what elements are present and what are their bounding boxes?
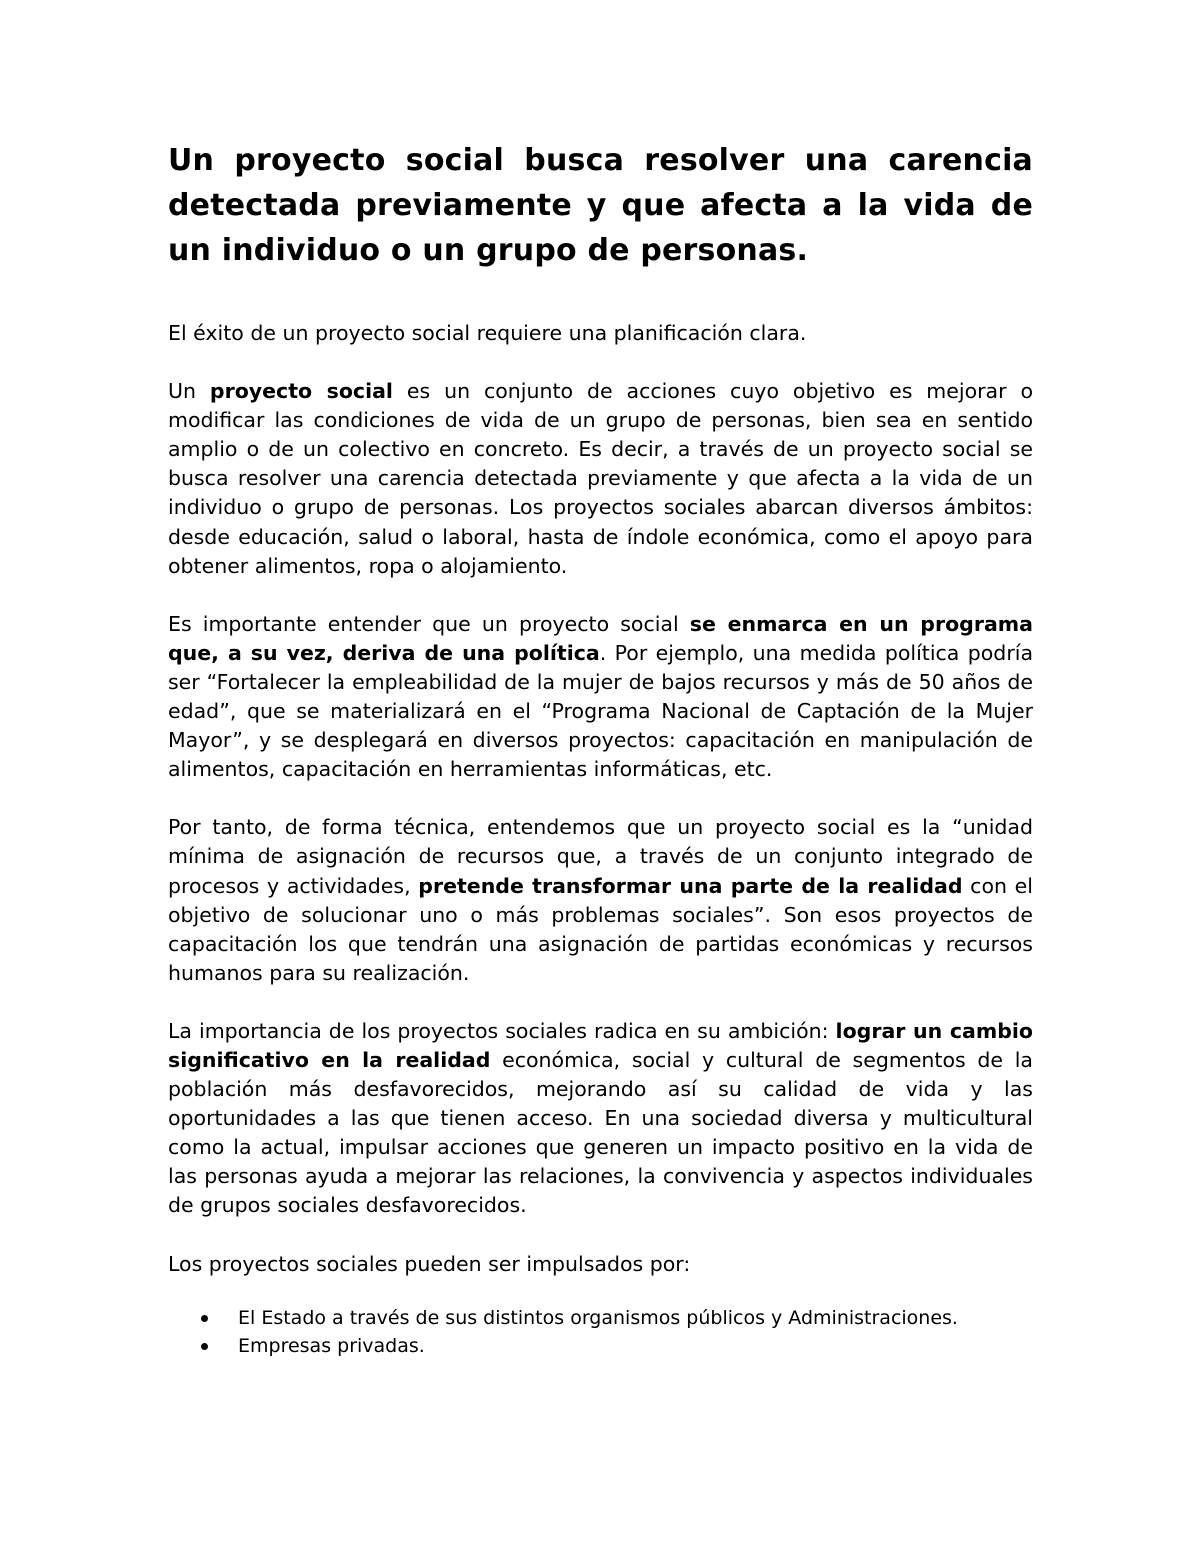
list-item-text: El Estado a través de sus distintos organismos públicos y Administraciones. — [238, 1306, 958, 1329]
paragraph-text: La importancia de los proyectos sociales radica en su ambición: — [168, 1018, 836, 1043]
list-item — [168, 1304, 1033, 1332]
list-item — [168, 1332, 1033, 1360]
paragraph-definition — [168, 377, 1033, 581]
paragraph-text: . Por ejemplo, una medida política podría ser “Fortalecer la empleabilidad de la mujer de bajos recursos y más de 50 años de edad”, que se materializará en el “Programa Nacional de Captación de la Mujer Mayor”, y se desplegará en diversos proyectos: capacitación en manipulación de alimentos, capacitación en herramientas informáticas, etc. — [168, 640, 1034, 782]
lead-paragraph: El éxito de un proyecto social requiere una planificación clara. — [168, 321, 807, 345]
paragraph-program — [168, 610, 1033, 785]
paragraph-text: Por tanto, de forma técnica, entendemos que un proyecto social es la “unidad mínima de asignación de recursos que, a través de un conjunto integrado de procesos y actividades, — [168, 815, 1033, 898]
paragraph-text: es un conjunto de acciones cuyo objetivo es mejorar o modificar las condiciones de vida de un grupo de personas, bien sea en sentido amplio o de un colectivo en concreto. Es decir, a través de un proyecto social se busca resolver una carencia detectada previamente y que afecta a la vida de un individuo o grupo de personas. Los proyectos sociales abarcan diversos ámbitos: desde educación, salud o laboral, hasta de índole económica, como el apoyo para obtener alimentos, ropa o alojamiento. — [168, 379, 1033, 578]
paragraph-text: Es importante entender que un proyecto social — [168, 611, 690, 636]
bold-phrase: proyecto social — [209, 379, 393, 404]
promoters-list — [168, 1304, 1033, 1360]
bold-phrase: se enmarca en un programa que, a su vez, deriva de una política — [168, 611, 1033, 665]
bullet-icon — [201, 1315, 208, 1322]
paragraph-text: con el objetivo de solucionar uno o más problemas sociales”. Son esos proyectos de capacitación los que tendrán una asignación de partidas económicas y recursos humanos para su realización. — [168, 873, 1033, 985]
paragraph-importance — [168, 1017, 1033, 1221]
bold-phrase: lograr un cambio significativo en la realidad — [168, 1018, 1033, 1072]
paragraph-text: Un — [168, 379, 210, 404]
paragraph-promoters: Los proyectos sociales pueden ser impulsados por: — [168, 1251, 691, 1276]
bullet-icon — [201, 1343, 208, 1350]
document-page — [168, 138, 1033, 1360]
paragraph-text: económica, social y cultural de segmentos de la población más desfavorecidos, mejorando así su calidad de vida y las oportunidades a las que tienen acceso. En una sociedad diversa y multicultural como la actual, impulsar acciones que generen un impacto positivo en la vida de las personas ayuda a mejorar las relaciones, la convivencia y aspectos individuales de grupos sociales desfavorecidos. — [168, 1047, 1033, 1218]
list-item-text: Empresas privadas. — [238, 1334, 425, 1357]
paragraph-technical — [168, 813, 1033, 988]
document-title: Un proyecto social busca resolver una carencia detectada previamente y que afecta a la vida de un individuo o un grupo de personas. — [168, 143, 1033, 268]
bold-phrase: pretende transformar una parte de la realidad — [418, 873, 963, 898]
